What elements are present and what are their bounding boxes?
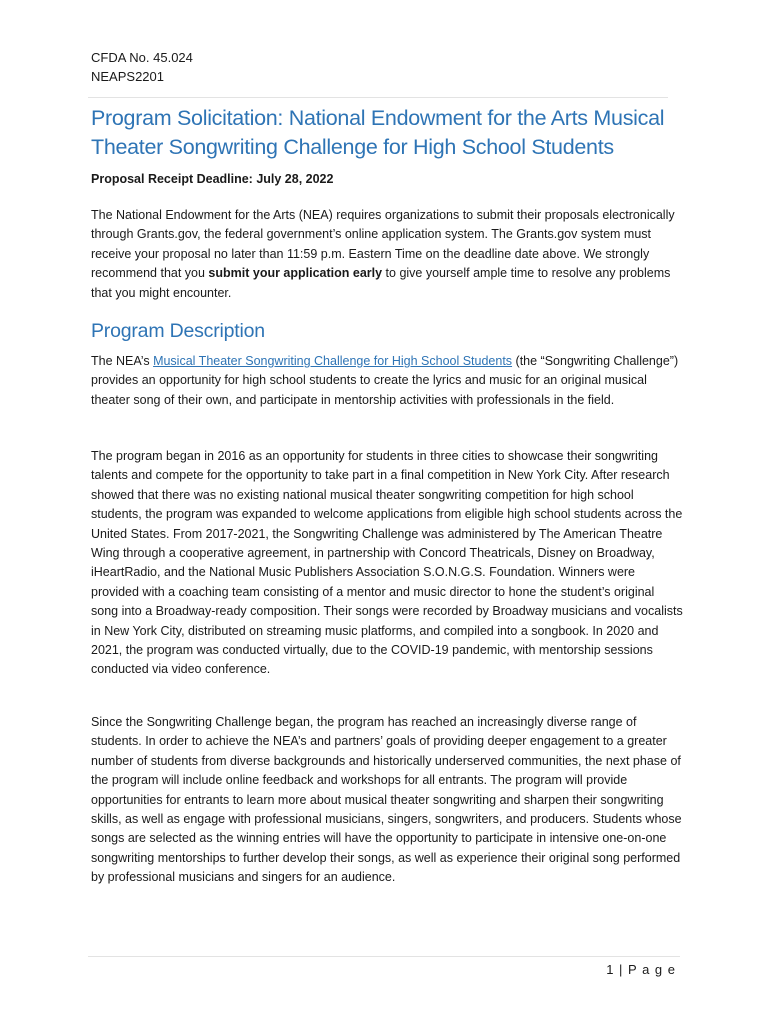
cfda-number: CFDA No. 45.024 [91, 50, 193, 65]
section-heading-program-description: Program Description [91, 320, 265, 342]
solicitation-code: NEAPS2201 [91, 69, 164, 84]
document-header [91, 48, 193, 86]
intro-text-after: to give yourself ample time to resolve any problems that you might encounter. [91, 266, 671, 300]
p1-text-before: The NEA’s [91, 354, 154, 368]
deadline: Proposal Receipt Deadline: July 28, 2022 [91, 172, 334, 186]
intro-text-before: The National Endowment for the Arts (NEA) requires organizations to submit their proposals electronically through Grants.gov, the federal government’s online application system. The Grants.gov system must receive your proposal no later than 11:59 p.m. Eastern Time on the deadline date above. We strongly recommend that you [91, 208, 675, 281]
description-paragraph-2: The program began in 2016 as an opportunity for students in three cities to showcase their songwriting talents and compete for the opportunity to take part in a final competition in New York City. After research showed that there was no existing national musical theater songwriting competition for high school students, the program was expanded to welcome applications from eligible high school students across the United States. From 2017-2021, the Songwriting Challenge was administered by The American Theatre Wing through a cooperative agreement, in partnership with Concord Theatricals, Disney on Broadway, iHeartRadio, and the National Music Publishers Association S.O.N.G.S. Foundation. Winners were provided with a coaching team consisting of a mentor and music director to hone the student’s original song into a Broadway-ready composition. Their songs were recorded by Broadway musicians and vocalists in New York City, distributed on streaming music platforms, and compiled into a songbook. In 2020 and 2021, the program was conducted virtually, due to the COVID-19 pandemic, with mentorship sessions conducted via video conference. [91, 449, 683, 677]
page-number: 1 | P a g e [606, 962, 676, 977]
description-paragraph-3: Since the Songwriting Challenge began, the program has reached an increasingly diverse range of students. In order to achieve the NEA’s and partners’ goals of providing deeper engagement to a greater number of students from diverse backgrounds and historically underserved communities, the next phase of the program will include online feedback and workshops for all entrants. The program will provide opportunities for entrants to learn more about musical theater songwriting and sharpen their songwriting skills, as well as engage with professional musicians, singers, songwriters, and producers. Students whose songs are selected as the winning entries will have the opportunity to participate in intensive one-on-one songwriting mentorships to further develop their songs, as well as experience their original song performed by professional musicians and singers for an audience. [91, 715, 682, 885]
description-paragraph-1 [91, 352, 683, 410]
header-divider [88, 97, 668, 98]
footer-divider [88, 956, 680, 957]
program-link[interactable]: Musical Theater Songwriting Challenge for High School Students [153, 354, 513, 368]
p1-text-after: (the “Songwriting Challenge”) provides an opportunity for high school students to create the lyrics and music for an original musical theater song of their own, and participate in mentorship activities with professionals in the field. [91, 354, 679, 407]
intro-paragraph [91, 206, 683, 303]
intro-bold-text: submit your application early [208, 266, 383, 281]
page-title: Program Solicitation: National Endowment for the Arts Musical Theater Songwriting Challenge for High School Students [91, 106, 665, 159]
